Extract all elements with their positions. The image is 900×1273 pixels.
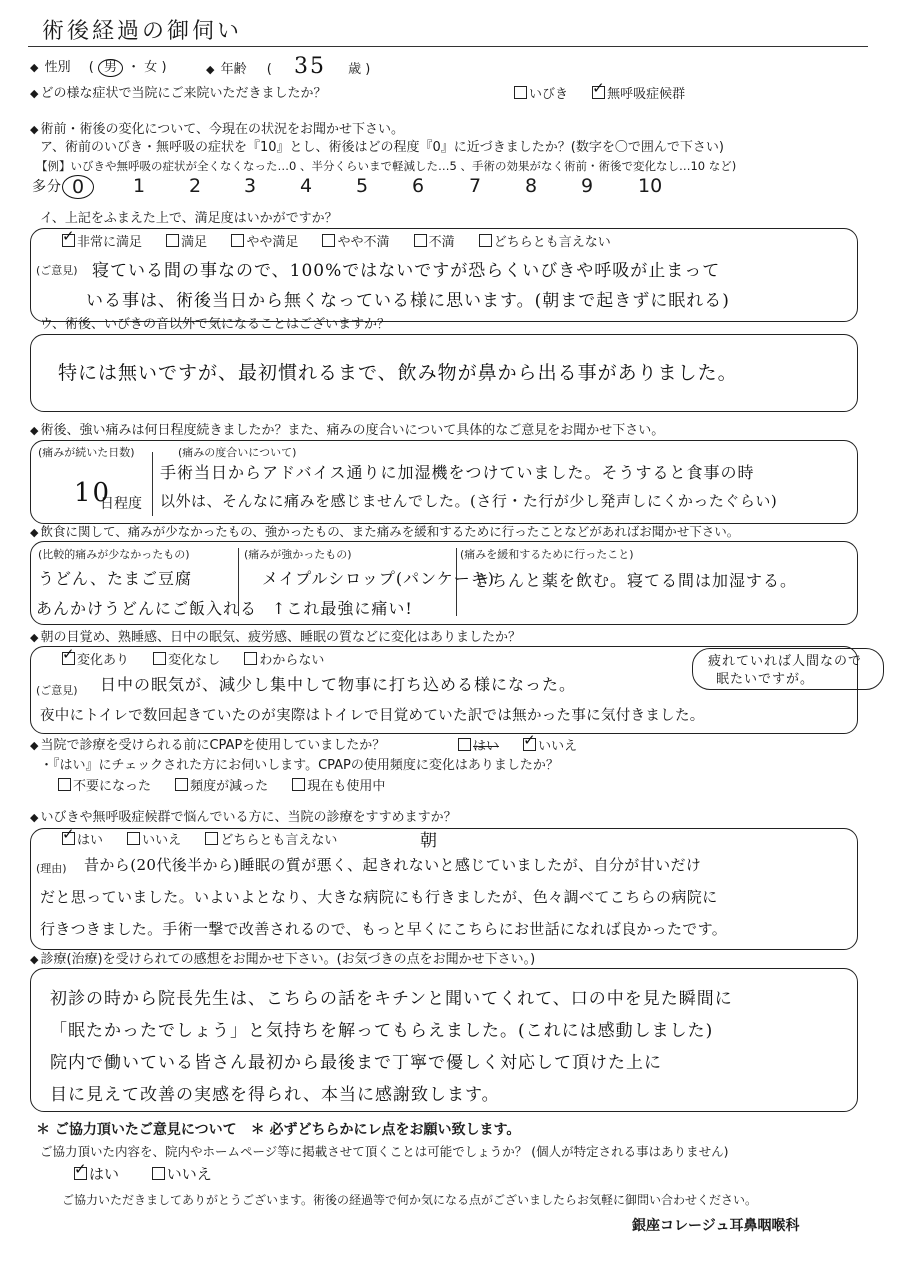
scale-9[interactable]: 9 — [581, 175, 594, 197]
food-relief-line-1[interactable]: きちんと薬を飲む。寝てる間は加湿する。 — [474, 571, 798, 590]
symptom-options — [514, 86, 705, 103]
satisfaction-scale — [0, 175, 900, 205]
option-apnea: 無呼吸症候群 — [607, 87, 686, 102]
option-cpap-unneeded: 不要になった — [73, 779, 152, 794]
checkbox-consent-yes[interactable] — [74, 1167, 87, 1180]
scale-10[interactable]: 10 — [638, 175, 663, 197]
footer-thanks: ご協力いただきましてありがとうございます。術後の経過等で何か気になる点がございましたらお気軽に御問い合わせください。 — [62, 1193, 758, 1207]
food-strong-label: (痛みが強かったもの) — [244, 548, 352, 561]
option-somewhat-satisfied: やや満足 — [246, 235, 299, 250]
food-less-label: (比較的痛みが少なかったもの) — [38, 548, 190, 561]
checkbox-snoring[interactable] — [514, 86, 527, 99]
satisfaction-answer-line-1[interactable]: 寝ている間の事なので、100%ではないですが恐らくいびきや呼吸が止まって — [92, 261, 721, 281]
morning-note-line-1[interactable]: 疲れていれば人間なので — [708, 654, 863, 669]
recommend-answer-line-1[interactable]: 昔から(20代後半から)睡眠の質が悪く、起きれないと感じていましたが、自分が甘いだけ — [84, 856, 702, 874]
scale-6[interactable]: 6 — [412, 175, 425, 197]
option-unsatisfied: 不満 — [428, 235, 455, 250]
checkbox-very-satisfied[interactable] — [62, 234, 75, 247]
checkbox-recommend-no[interactable] — [127, 832, 140, 845]
checkbox-cpap-reduced[interactable] — [175, 778, 188, 791]
gender-female-option[interactable]: 女 — [144, 60, 158, 75]
option-consent-no: いいえ — [166, 1165, 212, 1183]
scale-2[interactable]: 2 — [189, 175, 202, 197]
scale-0[interactable]: 0 — [62, 175, 94, 199]
age-value[interactable]: 35 — [293, 54, 326, 79]
option-snoring: いびき — [529, 87, 569, 102]
pain-days-value[interactable]: 10 — [74, 478, 112, 508]
scale-8[interactable]: 8 — [525, 175, 538, 197]
satisfaction-question: イ、上記をふまえた上で、満足度はいかがですか？ — [40, 211, 338, 226]
consent-options — [74, 1166, 232, 1182]
checkbox-apnea[interactable] — [592, 86, 605, 99]
satisfaction-opinion-label: (ご意見) — [36, 264, 78, 277]
impression-answer-line-3[interactable]: 院内で働いている皆さん最初から最後まで丁寧で優しく対応して頂けた上に — [50, 1053, 662, 1073]
option-satisfied: 満足 — [181, 235, 208, 250]
symptom-question: ◆ どの様な症状で当院にご来院いただきましたか？ — [30, 86, 326, 102]
pain-answer-line-1[interactable]: 手術当日からアドバイス通りに加湿機をつけていました。そうすると食事の時 — [160, 463, 755, 482]
scale-7[interactable]: 7 — [469, 175, 482, 197]
change-sub-question: ア、術前のいびき・無呼吸の症状を『10』とし、術後はどの程度『0』に近づきましたか？(数字を〇で囲んで下さい) — [40, 140, 724, 155]
option-consent-yes: はい — [89, 1165, 120, 1183]
change-example: 【例】いびきや無呼吸の症状が全くなくなった…0 、半分くらいまで軽減した…5 、手術の効果がなく術前・術後で変化なし…10 など) — [36, 159, 737, 173]
option-unknown: わからない — [259, 653, 325, 668]
pain-days-label: (痛みが続いた日数) — [38, 446, 135, 459]
checkbox-unknown[interactable] — [244, 652, 257, 665]
cpap-sub-options — [58, 778, 405, 795]
scale-4[interactable]: 4 — [300, 175, 313, 197]
checkbox-unsatisfied[interactable] — [414, 234, 427, 247]
option-cpap-no: いいえ — [538, 739, 578, 754]
other-concern-question: ウ、術後、いびきの音以外で気になることはございますか？ — [40, 317, 390, 332]
gender-row: ◆ 性別 ( 男 ・ 女 ) — [30, 59, 167, 77]
morning-opinion-label: (ご意見) — [36, 684, 78, 697]
pain-days-unit: 日程度 — [100, 496, 142, 512]
gender-male-option[interactable]: 男 — [98, 59, 123, 77]
cpap-options — [458, 738, 597, 755]
checkbox-recommend-neither[interactable] — [205, 832, 218, 845]
satisfaction-answer-line-2[interactable]: いる事は、術後当日から無くなっている様に思います。(朝まで起きずに眠れる) — [86, 291, 730, 311]
age-row: ◆ 年齢 ( 35 歳 ) — [206, 59, 370, 78]
checkbox-somewhat-unsatisfied[interactable] — [322, 234, 335, 247]
option-changed: 変化あり — [77, 653, 130, 668]
checkbox-cpap-unneeded[interactable] — [58, 778, 71, 791]
option-recommend-yes: はい — [77, 833, 104, 848]
pain-divider — [152, 452, 153, 516]
pain-degree-label: (痛みの度合いについて) — [178, 446, 297, 459]
checkbox-cpap-no[interactable] — [523, 738, 536, 751]
checkbox-cpap-still-using[interactable] — [292, 778, 305, 791]
change-question: ◆ 術前・術後の変化について、今現在の状況をお聞かせ下さい。 — [30, 122, 404, 138]
morning-answer-line-1[interactable]: 日中の眠気が、減少し集中して物事に打ち込める様になった。 — [100, 675, 577, 694]
checkbox-cpap-yes[interactable] — [458, 738, 471, 751]
checkbox-unchanged[interactable] — [153, 652, 166, 665]
morning-question: ◆ 朝の目覚め、熟睡感、日中の眠気、疲労感、睡眠の質などに変化はありましたか？ — [30, 630, 521, 646]
food-strong-line-2[interactable]: ↑これ最強に痛い! — [272, 599, 413, 618]
checkbox-neither[interactable] — [479, 234, 492, 247]
checkbox-recommend-yes[interactable] — [62, 832, 75, 845]
age-label: 年齢 — [220, 62, 247, 77]
pain-question: ◆ 術後、強い痛みは何日程度続きましたか？また、痛みの度合いについて具体的なご意見をお聞かせ下さい。 — [30, 423, 664, 439]
option-very-satisfied: 非常に満足 — [77, 235, 143, 250]
checkbox-changed[interactable] — [62, 652, 75, 665]
food-less-line-1[interactable]: うどん、たまご豆腐 — [38, 569, 192, 588]
recommend-answer-line-2[interactable]: だと思っていました。いよいよとなり、大きな病院にも行きましたが、色々調べてこちらの病院に — [40, 888, 718, 906]
consent-heading: ＊ ご協力頂いたご意見について ＊ 必ずどちらかにレ点をお願い致します。 — [36, 1122, 521, 1138]
option-neither: どちらとも言えない — [493, 235, 611, 250]
recommend-question: ◆ いびきや無呼吸症候群で悩んでいる方に、当院の診療をすすめますか？ — [30, 810, 457, 826]
food-strong-line-1[interactable]: メイプルシロップ(パンケーキ) — [262, 569, 496, 588]
scale-prefix-note: 多分 — [32, 179, 62, 195]
impression-answer-line-4[interactable]: 目に見えて改善の実感を得られ、本当に感謝致します。 — [50, 1085, 500, 1105]
food-question: ◆ 飲食に関して、痛みが少なかったもの、強かったもの、また痛みを緩和するために行ったことなどがあればお聞かせ下さい。 — [30, 524, 739, 541]
recommend-reason-label: (理由) — [36, 862, 67, 875]
other-concern-answer[interactable]: 特には無いですが、最初慣れるまで、飲み物が鼻から出る事がありました。 — [58, 362, 738, 384]
option-cpap-yes: はい — [473, 739, 500, 754]
footer-clinic-name: 銀座コレージュ耳鼻咽喉科 — [632, 1218, 800, 1234]
form-title: 術後経過の御伺い — [42, 19, 243, 44]
checkbox-satisfied[interactable] — [166, 234, 179, 247]
gender-label: 性別 — [44, 60, 71, 75]
impression-answer-line-2[interactable]: 「眠たかったでしょう」と気持ちを解ってもらえました。(これには感動しました) — [50, 1021, 714, 1041]
checkbox-somewhat-satisfied[interactable] — [231, 234, 244, 247]
food-less-line-2[interactable]: あんかけうどんにご飯入れる — [36, 599, 258, 618]
option-somewhat-unsatisfied: やや不満 — [337, 235, 390, 250]
option-recommend-no: いいえ — [142, 833, 182, 848]
cpap-question: ◆ 当院で診療を受けられる前にCPAPを使用していましたか？ — [30, 738, 385, 754]
satisfaction-options — [62, 234, 631, 251]
recommend-options — [62, 832, 357, 849]
option-recommend-neither: どちらとも言えない — [220, 833, 338, 848]
title-underline — [28, 46, 868, 47]
scale-3[interactable]: 3 — [244, 175, 257, 197]
age-unit: 歳 — [348, 62, 362, 77]
impression-answer-line-1[interactable]: 初診の時から院長先生は、こちらの話をキチンと聞いてくれて、口の中を見た瞬間に — [50, 989, 733, 1009]
checkbox-consent-no[interactable] — [152, 1167, 165, 1180]
cpap-sub-question: ・『はい』にチェックされた方にお伺いします。CPAPの使用頻度に変化はありましたか？ — [40, 758, 559, 773]
morning-note-line-2[interactable]: 眠たいですが。 — [716, 672, 815, 687]
pain-answer-line-2[interactable]: 以外は、そんなに痛みを感じませんでした。(さ行・た行が少し発声しにくかったぐらい) — [160, 492, 778, 510]
food-relief-label: (痛みを緩和するために行ったこと) — [460, 548, 634, 561]
impression-question: ◆ 診療(治療)を受けられての感想をお聞かせ下さい。(お気づきの点をお聞かせ下さい。) — [30, 952, 535, 968]
recommend-insert-note[interactable]: 朝 — [420, 831, 438, 851]
morning-answer-line-2[interactable]: 夜中にトイレで数回起きていたのが実際はトイレで目覚めていた訳では無かった事に気付きました。 — [40, 708, 705, 724]
morning-options — [62, 652, 344, 669]
option-unchanged: 変化なし — [168, 653, 221, 668]
option-cpap-reduced: 頻度が減った — [190, 779, 269, 794]
consent-question: ご協力頂いた内容を、院内やホームページ等に掲載させて頂くことは可能でしょうか？ (個人が特定される事はありません) — [40, 1144, 729, 1159]
recommend-answer-line-3[interactable]: 行きつきました。手術一撃で改善されるので、もっと早くにこちらにお世話になれば良かったです。 — [40, 920, 728, 938]
option-cpap-still-using: 現在も使用中 — [307, 779, 386, 794]
scale-1[interactable]: 1 — [133, 175, 146, 197]
scale-5[interactable]: 5 — [356, 175, 369, 197]
